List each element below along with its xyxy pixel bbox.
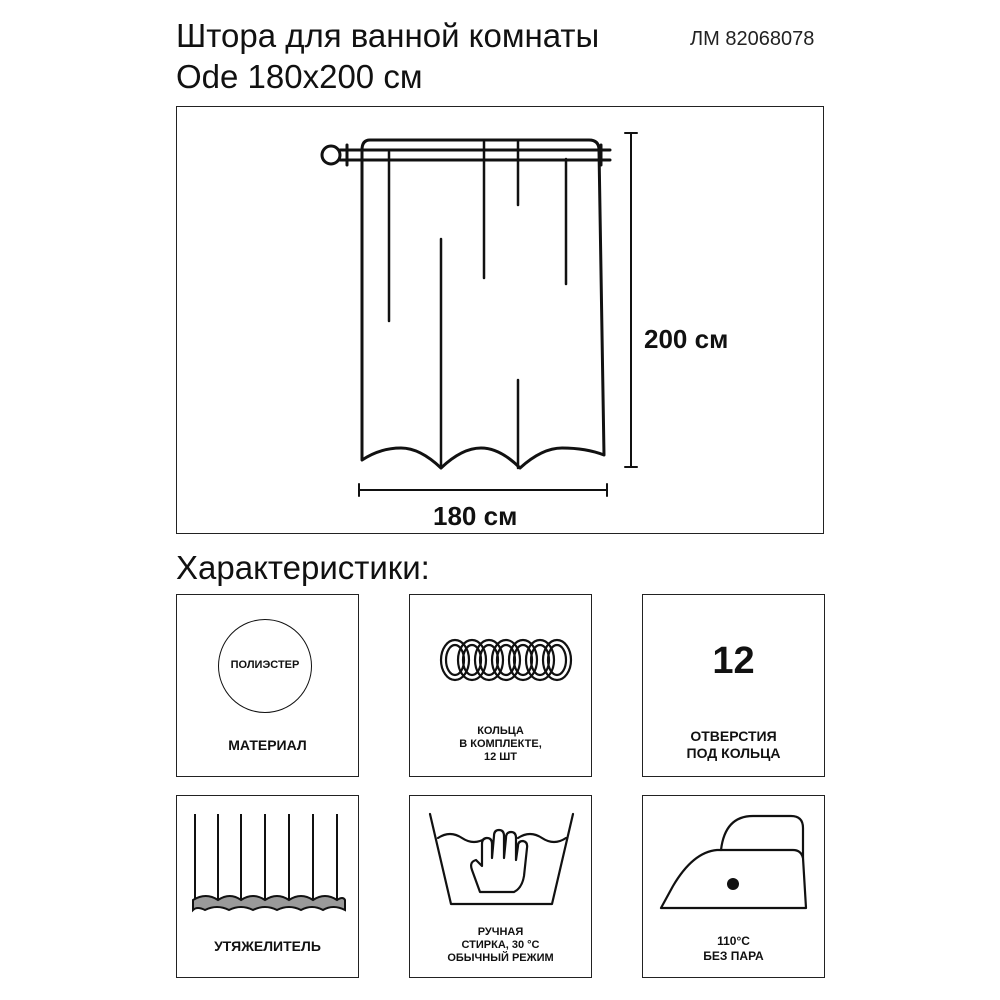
- spec-card-washing: [409, 795, 592, 978]
- hem-weight-band: [193, 896, 345, 910]
- rod-end-knob: [322, 146, 340, 164]
- article-number: ЛМ 82068078: [690, 28, 815, 50]
- spec-card-material: [176, 594, 359, 777]
- spec-card-rings: [409, 594, 592, 777]
- holes-count: 12: [712, 640, 755, 682]
- spec-card-weight: [176, 795, 359, 978]
- material-value: ПОЛИЭСТЕР: [230, 659, 300, 671]
- weight-label: УТЯЖЕЛИТЕЛЬ: [214, 938, 321, 954]
- spec-card-holes: [642, 594, 825, 777]
- holes-label: ОТВЕРСТИЯ ПОД КОЛЬЦА: [686, 728, 781, 761]
- product-title: Штора для ванной комнаты: [176, 17, 600, 54]
- material-circle-icon: [218, 619, 312, 713]
- product-subtitle: Ode 180x200 см: [176, 58, 423, 95]
- material-label: МАТЕРИАЛ: [228, 737, 307, 753]
- width-label: 180 см: [433, 501, 518, 531]
- spec-card-ironing: [642, 795, 825, 978]
- specs-heading: Характеристики:: [176, 549, 430, 586]
- washing-label: РУЧНАЯ СТИРКА, 30 °C ОБЫЧНЫЙ РЕЖИМ: [447, 926, 554, 964]
- rings-label: КОЛЬЦА В КОМПЛЕКТЕ, 12 ШТ: [459, 725, 542, 763]
- ironing-label: 110°C БЕЗ ПАРА: [703, 934, 764, 963]
- iron-temperature-dot: [727, 878, 739, 890]
- height-label: 200 см: [644, 324, 729, 354]
